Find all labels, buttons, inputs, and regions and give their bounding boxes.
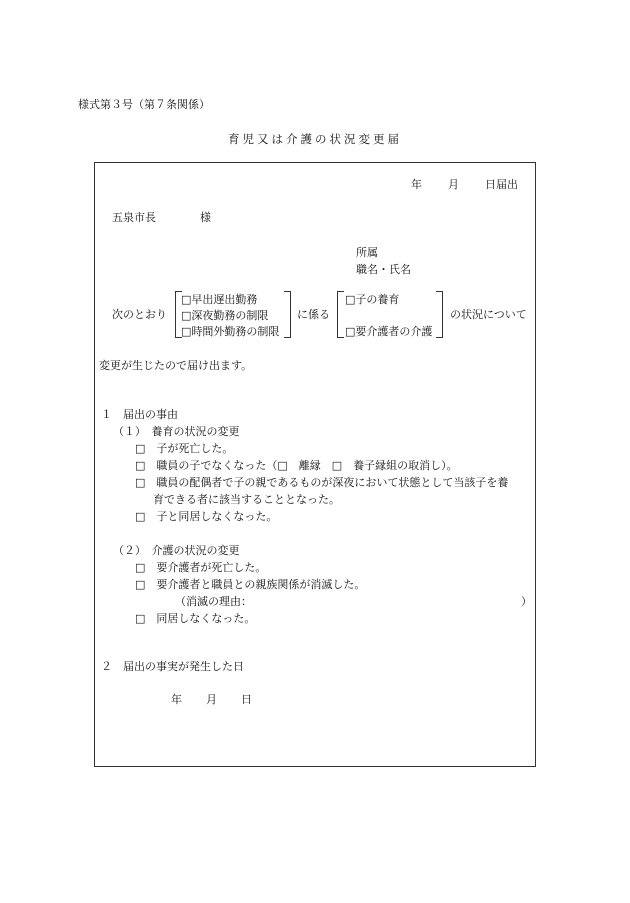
form-number: 様式第３号（第７条関係） xyxy=(78,98,210,111)
care-target-options xyxy=(337,291,443,338)
submission-date-line xyxy=(411,178,518,191)
position-name-label: 職名・氏名 xyxy=(356,263,411,276)
option-child-rearing[interactable]: □子の養育 xyxy=(345,293,400,306)
statement-lead: 次のとおり xyxy=(112,308,167,321)
addressee-honorific: 様 xyxy=(200,211,211,224)
statement-tail: の状況について xyxy=(450,308,527,321)
addressee-name: 五泉市長 xyxy=(112,211,156,224)
date-year-label: 年 xyxy=(411,178,422,191)
document-title: 育児又は介護の状況変更届 xyxy=(228,132,402,146)
option-early-late-shift[interactable]: □早出遅出勤務 xyxy=(181,293,258,306)
right-bracket xyxy=(436,291,443,338)
childcare-item-spouse-available-cont: 育できる者に該当することとなった。 xyxy=(153,493,340,506)
care-heading: （２） 介護の状況の変更 xyxy=(113,544,240,557)
option-nursing-care[interactable]: □要介護者の介護 xyxy=(345,325,433,338)
care-item-not-cohabiting[interactable]: □ 同居しなくなった。 xyxy=(135,612,256,625)
occurrence-year-label: 年 xyxy=(171,693,182,706)
childcare-item-not-cohabiting[interactable]: □ 子と同居しなくなった。 xyxy=(135,510,278,523)
childcare-heading: （１） 養育の状況の変更 xyxy=(113,425,240,438)
care-reason-label: （消滅の理由： xyxy=(175,595,252,608)
care-reason-close: ） xyxy=(521,595,532,608)
work-type-options xyxy=(175,291,291,338)
left-bracket xyxy=(337,291,344,338)
affiliation-label: 所属 xyxy=(356,246,378,259)
addressee xyxy=(112,211,211,224)
section1-heading: １ 届出の事由 xyxy=(101,408,178,421)
childcare-item-death[interactable]: □ 子が死亡した。 xyxy=(135,442,234,455)
right-bracket xyxy=(284,291,291,338)
section2-heading: ２ 届出の事実が発生した日 xyxy=(101,660,244,673)
care-item-death[interactable]: □ 要介護者が死亡した。 xyxy=(135,561,267,574)
occurrence-day-label: 日 xyxy=(241,693,252,706)
occurrence-month-label: 月 xyxy=(206,693,217,706)
form-box xyxy=(94,162,536,767)
statement-connector: に係る xyxy=(297,308,330,321)
date-month-label: 月 xyxy=(448,178,459,191)
occurrence-date xyxy=(171,693,252,706)
option-overtime-limit[interactable]: □時間外勤務の制限 xyxy=(181,325,280,338)
care-item-relation-ended[interactable]: □ 要介護者と職員との親族関係が消滅した。 xyxy=(135,578,366,591)
option-night-work-limit[interactable]: □深夜勤務の制限 xyxy=(181,309,269,322)
childcare-item-not-child[interactable]: □ 職員の子でなくなった（□ 離縁 □ 養子縁組の取消し）。 xyxy=(135,459,458,472)
date-day-label: 日届出 xyxy=(485,178,518,191)
declaration: 変更が生じたので届け出ます。 xyxy=(99,359,253,372)
childcare-item-spouse-available[interactable]: □ 職員の配偶者で子の親であるものが深夜において状態として当該子を養 xyxy=(135,476,509,489)
